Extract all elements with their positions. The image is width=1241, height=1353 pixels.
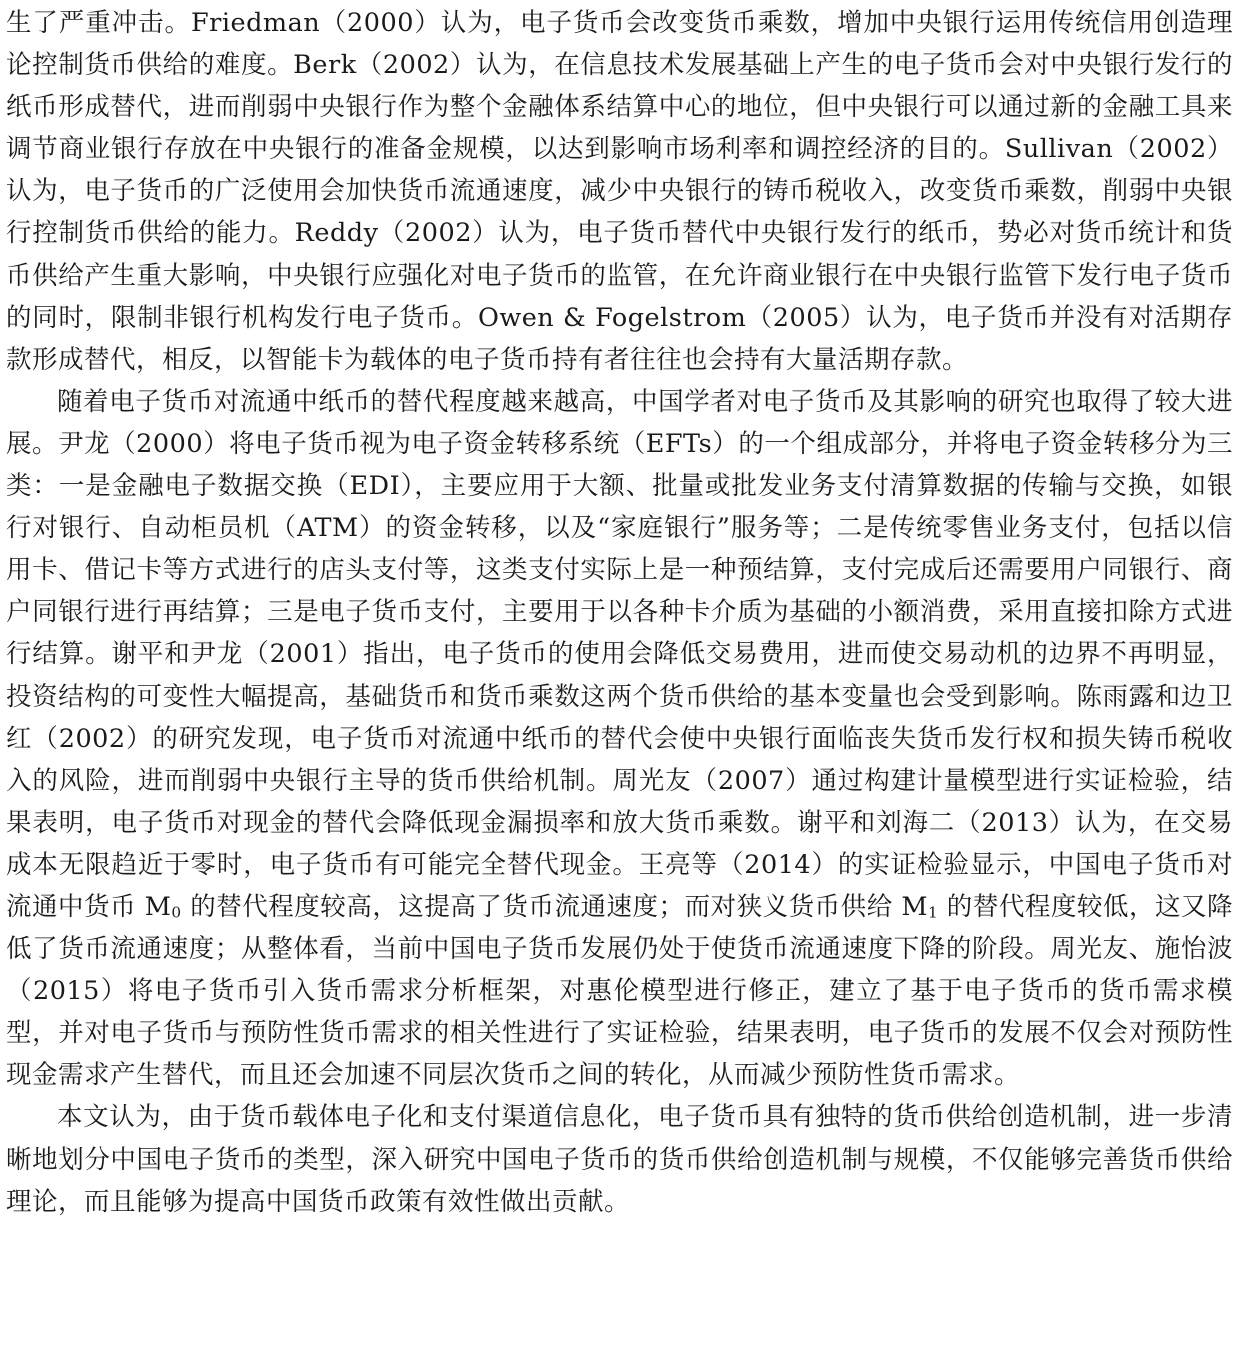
paragraph-literature-china [6, 381, 1233, 1097]
subscript-m1: 1 [927, 903, 939, 922]
paragraph-text: 的替代程度较高，这提高了货币流通速度；而对狭义货币供给 M [181, 891, 928, 922]
subscript-m0: 0 [171, 903, 182, 922]
paragraph-conclusion [6, 1096, 1233, 1222]
paragraph-text: 的替代程度较低，这又降低了货币流通速度；从整体看，当前中国电子货币发展仍处于使货币流通速度下降的阶段。周光友、施怡波（2015）将电子货币引入货币需求分析框架，对惠伦模型进行修正，建立了基于电子货币的货币需求模型，并对电子货币与预防性货币需求的相关性进行了实证检验，结果表明，电子货币的发展不仅会对预防性现金需求产生替代，而且还会加速不同层次货币之间的转化，从而减少预防性货币需求。 [6, 891, 1234, 1091]
paragraph-text: 本文认为，由于货币载体电子化和支付渠道信息化，电子货币具有独特的货币供给创造机制，进一步清晰地划分中国电子货币的类型，深入研究中国电子货币的货币供给创造机制与规模，不仅能够完善货币供给理论，而且能够为提高中国货币政策有效性做出贡献。 [6, 1102, 1233, 1217]
paragraph-literature-foreign [6, 2, 1233, 381]
paragraph-text: 生了严重冲击。Friedman（2000）认为，电子货币会改变货币乘数，增加中央银行运用传统信用创造理论控制货币供给的难度。Berk（2002）认为，在信息技术发展基础上产生的电子货币会对中央银行发行的纸币形成替代，进而削弱中央银行作为整个金融体系结算中心的地位，但中央银行可以通过新的金融工具来调节商业银行存放在中央银行的准备金规模，以达到影响市场利率和调控经济的目的。Sullivan（2002）认为，电子货币的广泛使用会加快货币流通速度，减少中央银行的铸币税收入，改变货币乘数，削弱中央银行控制货币供给的能力。Reddy（2002）认为，电子货币替代中央银行发行的纸币，势必对货币统计和货币供给产生重大影响，中央银行应强化对电子货币的监管，在允许商业银行在中央银行监管下发行电子货币的同时，限制非银行机构发行电子货币。Owen & Fogelstrom（2005）认为，电子货币并没有对活期存款形成替代，相反，以智能卡为载体的电子货币持有者往往也会持有大量活期存款。 [6, 8, 1233, 375]
paragraph-text: 随着电子货币对流通中纸币的替代程度越来越高，中国学者对电子货币及其影响的研究也取得了较大进展。尹龙（2000）将电子货币视为电子资金转移系统（EFTs）的一个组成部分，并将电子资金转移分为三类：一是金融电子数据交换（EDI），主要应用于大额、批量或批发业务支付清算数据的传输与交换，如银行对银行、自动柜员机（ATM）的资金转移，以及“家庭银行”服务等；二是传统零售业务支付，包括以信用卡、借记卡等方式进行的店头支付等，这类支付实际上是一种预结算，支付完成后还需要用户同银行、商户同银行进行再结算；三是电子货币支付，主要用于以各种卡介质为基础的小额消费，采用直接扣除方式进行结算。谢平和尹龙（2001）指出，电子货币的使用会降低交易费用，进而使交易动机的边界不再明显，投资结构的可变性大幅提高，基础货币和货币乘数这两个货币供给的基本变量也会受到影响。陈雨露和边卫红（2002）的研究发现，电子货币对流通中纸币的替代会使中央银行面临丧失货币发行权和损失铸币税收入的风险，进而削弱中央银行主导的货币供给机制。周光友（2007）通过构建计量模型进行实证检验，结果表明，电子货币对现金的替代会降低现金漏损率和放大货币乘数。谢平和刘海二（2013）认为，在交易成本无限趋近于零时，电子货币有可能完全替代现金。王亮等（2014）的实证检验显示，中国电子货币对流通中货币 M [6, 386, 1233, 922]
